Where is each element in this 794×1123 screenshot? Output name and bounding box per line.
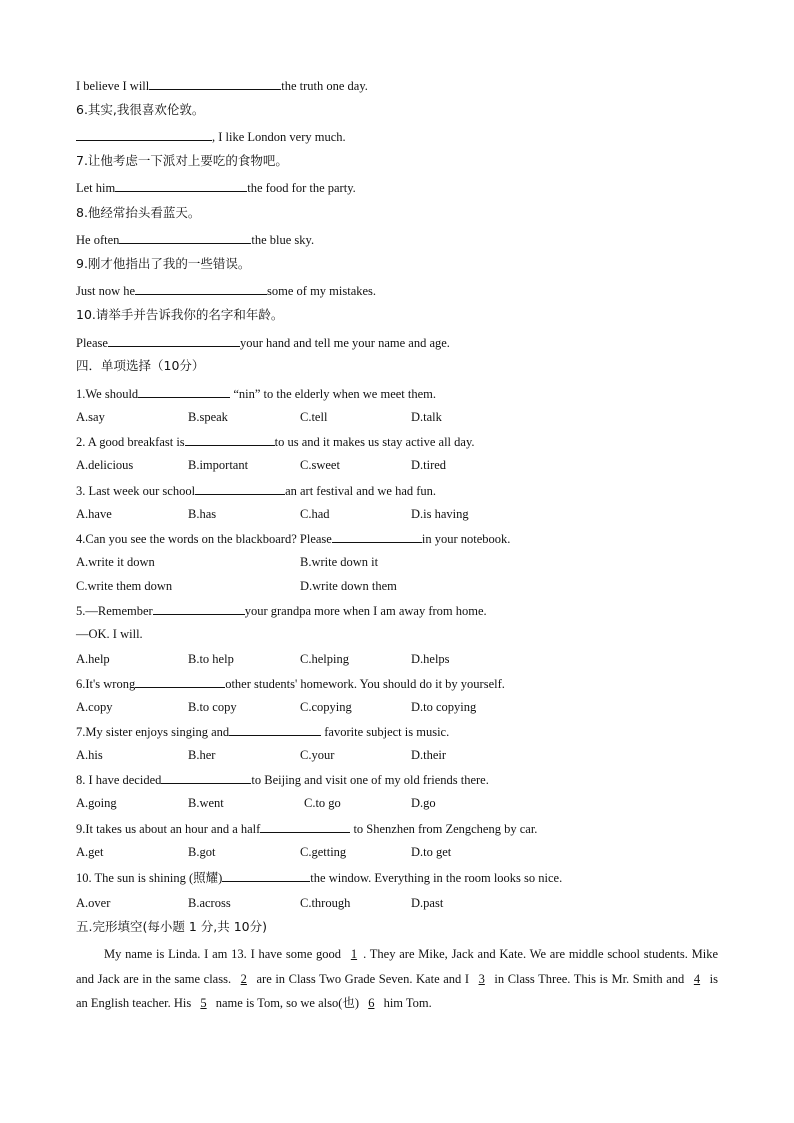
- option-d[interactable]: D.past: [411, 896, 444, 910]
- option-b[interactable]: B.across: [188, 896, 231, 910]
- answer-blank[interactable]: [149, 77, 281, 90]
- mc-question-7: 7.My sister enjoys singing and favorite subject is music.: [76, 725, 450, 739]
- option-a[interactable]: A.over: [76, 896, 111, 910]
- option-a[interactable]: A.delicious: [76, 458, 134, 472]
- answer-blank[interactable]: [153, 602, 245, 615]
- answer-blank[interactable]: [135, 675, 225, 688]
- cloze-blank-2[interactable]: 2: [240, 971, 247, 986]
- option-a[interactable]: A.going: [76, 796, 117, 810]
- q10-chinese: 10.请举手并告诉我你的名字和年龄。: [76, 307, 284, 322]
- option-b[interactable]: B.has: [188, 507, 217, 521]
- answer-blank[interactable]: [229, 723, 321, 736]
- option-d[interactable]: D.their: [411, 748, 447, 762]
- section4-heading: 四．单项选择（10分）: [76, 358, 205, 373]
- option-d[interactable]: D.tired: [411, 458, 447, 472]
- option-c[interactable]: C.sweet: [300, 458, 340, 472]
- option-a[interactable]: A.say: [76, 410, 105, 424]
- answer-blank[interactable]: [115, 179, 247, 192]
- option-c[interactable]: C.to go: [304, 796, 341, 810]
- option-b[interactable]: B.to copy: [188, 700, 237, 714]
- answer-blank[interactable]: [138, 385, 230, 398]
- mc-question-1: 1.We should “nin” to the elderly when we meet them.: [76, 387, 437, 401]
- answer-blank[interactable]: [135, 282, 267, 295]
- option-d[interactable]: D.is having: [411, 507, 469, 521]
- q8-english: He often the blue sky.: [76, 233, 315, 247]
- mc-question-5: 5.—Remember your grandpa more when I am away from home.: [76, 604, 487, 618]
- option-c[interactable]: C.getting: [300, 845, 347, 859]
- option-c[interactable]: C.write them down: [76, 579, 173, 593]
- answer-blank[interactable]: [332, 530, 422, 543]
- option-d[interactable]: D.helps: [411, 652, 450, 666]
- option-d[interactable]: D.go: [411, 796, 436, 810]
- option-a[interactable]: A.help: [76, 652, 110, 666]
- cloze-blank-6[interactable]: 6: [368, 996, 375, 1010]
- q7-english: Let him the food for the party.: [76, 181, 356, 195]
- option-b[interactable]: B.got: [188, 845, 216, 859]
- answer-blank[interactable]: [161, 771, 251, 784]
- option-b[interactable]: B.went: [188, 796, 224, 810]
- mc-question-3: 3. Last week our school an art festival and we had fun.: [76, 484, 437, 498]
- mc-question-8: 8. I have decided to Beijing and visit one of my old friends there.: [76, 773, 489, 787]
- option-b[interactable]: B.speak: [188, 410, 228, 424]
- option-d[interactable]: D.talk: [411, 410, 442, 424]
- answer-blank[interactable]: [260, 820, 350, 833]
- mc-question-9: 9.It takes us about an hour and a half to Shenzhen from Zengcheng by car.: [76, 822, 538, 836]
- option-b[interactable]: B.write down it: [300, 555, 379, 569]
- option-b[interactable]: B.important: [188, 458, 249, 472]
- q9-english: Just now he some of my mistakes.: [76, 284, 377, 298]
- mc-question-5-reply: —OK. I will.: [76, 627, 143, 641]
- option-a[interactable]: A.write it down: [76, 555, 155, 569]
- answer-blank[interactable]: [108, 334, 240, 347]
- q10-english: Please your hand and tell me your name and age.: [76, 336, 450, 350]
- sentence-line-believe: I believe I will the truth one day.: [76, 79, 368, 93]
- option-a[interactable]: A.get: [76, 845, 104, 859]
- q8-chinese: 8.他经常抬头看蓝天。: [76, 205, 201, 220]
- q6-english: , I like London very much.: [76, 128, 346, 145]
- option-b[interactable]: B.to help: [188, 652, 234, 666]
- cloze-blank-1[interactable]: 1: [350, 947, 358, 961]
- answer-blank[interactable]: [195, 482, 285, 495]
- option-a[interactable]: A.his: [76, 748, 103, 762]
- answer-blank[interactable]: [185, 433, 275, 446]
- mc-question-2: 2. A good breakfast is to us and it makes us stay active all day.: [76, 435, 475, 449]
- cloze-blank-5[interactable]: 5: [200, 996, 207, 1010]
- answer-blank[interactable]: [119, 231, 251, 244]
- q7-chinese: 7.让他考虑一下派对上要吃的食物吧。: [76, 153, 288, 168]
- option-c[interactable]: C.tell: [300, 410, 328, 424]
- option-d[interactable]: D.write down them: [300, 579, 397, 593]
- option-a[interactable]: A.copy: [76, 700, 113, 714]
- q6-chinese: 6.其实,我很喜欢伦敦。: [76, 102, 205, 117]
- option-d[interactable]: D.to copying: [411, 700, 477, 714]
- option-d[interactable]: D.to get: [411, 845, 452, 859]
- mc-question-4: 4.Can you see the words on the blackboard? Please in your notebook.: [76, 532, 511, 546]
- option-c[interactable]: C.helping: [300, 652, 349, 666]
- option-c[interactable]: C.had: [300, 507, 330, 521]
- option-a[interactable]: A.have: [76, 507, 112, 521]
- cloze-blank-4[interactable]: 4: [693, 971, 701, 986]
- mc-question-6: 6.It's wrong other students' homework. You should do it by yourself.: [76, 677, 505, 691]
- option-c[interactable]: C.your: [300, 748, 335, 762]
- section5-heading: 五.完形填空(每小题 1 分,共 10分): [76, 919, 267, 934]
- q9-chinese: 9.刚才他指出了我的一些错误。: [76, 256, 251, 271]
- answer-blank[interactable]: [76, 128, 212, 141]
- option-c[interactable]: C.copying: [300, 700, 352, 714]
- cloze-passage: My name is Linda. I am 13. I have some good 1 . They are Mike, Jack and Kate. We are middle school students. Mike and Jack are in the same class. 2 are in Class Two Grade Seven. Kate and I 3 in Class Three. This is Mr. Smith and 4 is an English teacher. His 5 name is Tom, so we also(也) 6 him Tom.: [76, 947, 719, 1010]
- answer-blank[interactable]: [222, 869, 310, 882]
- mc-question-10: 10. The sun is shining (照耀) the window. Everything in the room looks so nice.: [76, 871, 563, 885]
- cloze-blank-3[interactable]: 3: [478, 971, 485, 986]
- option-b[interactable]: B.her: [188, 748, 216, 762]
- option-c[interactable]: C.through: [300, 896, 351, 910]
